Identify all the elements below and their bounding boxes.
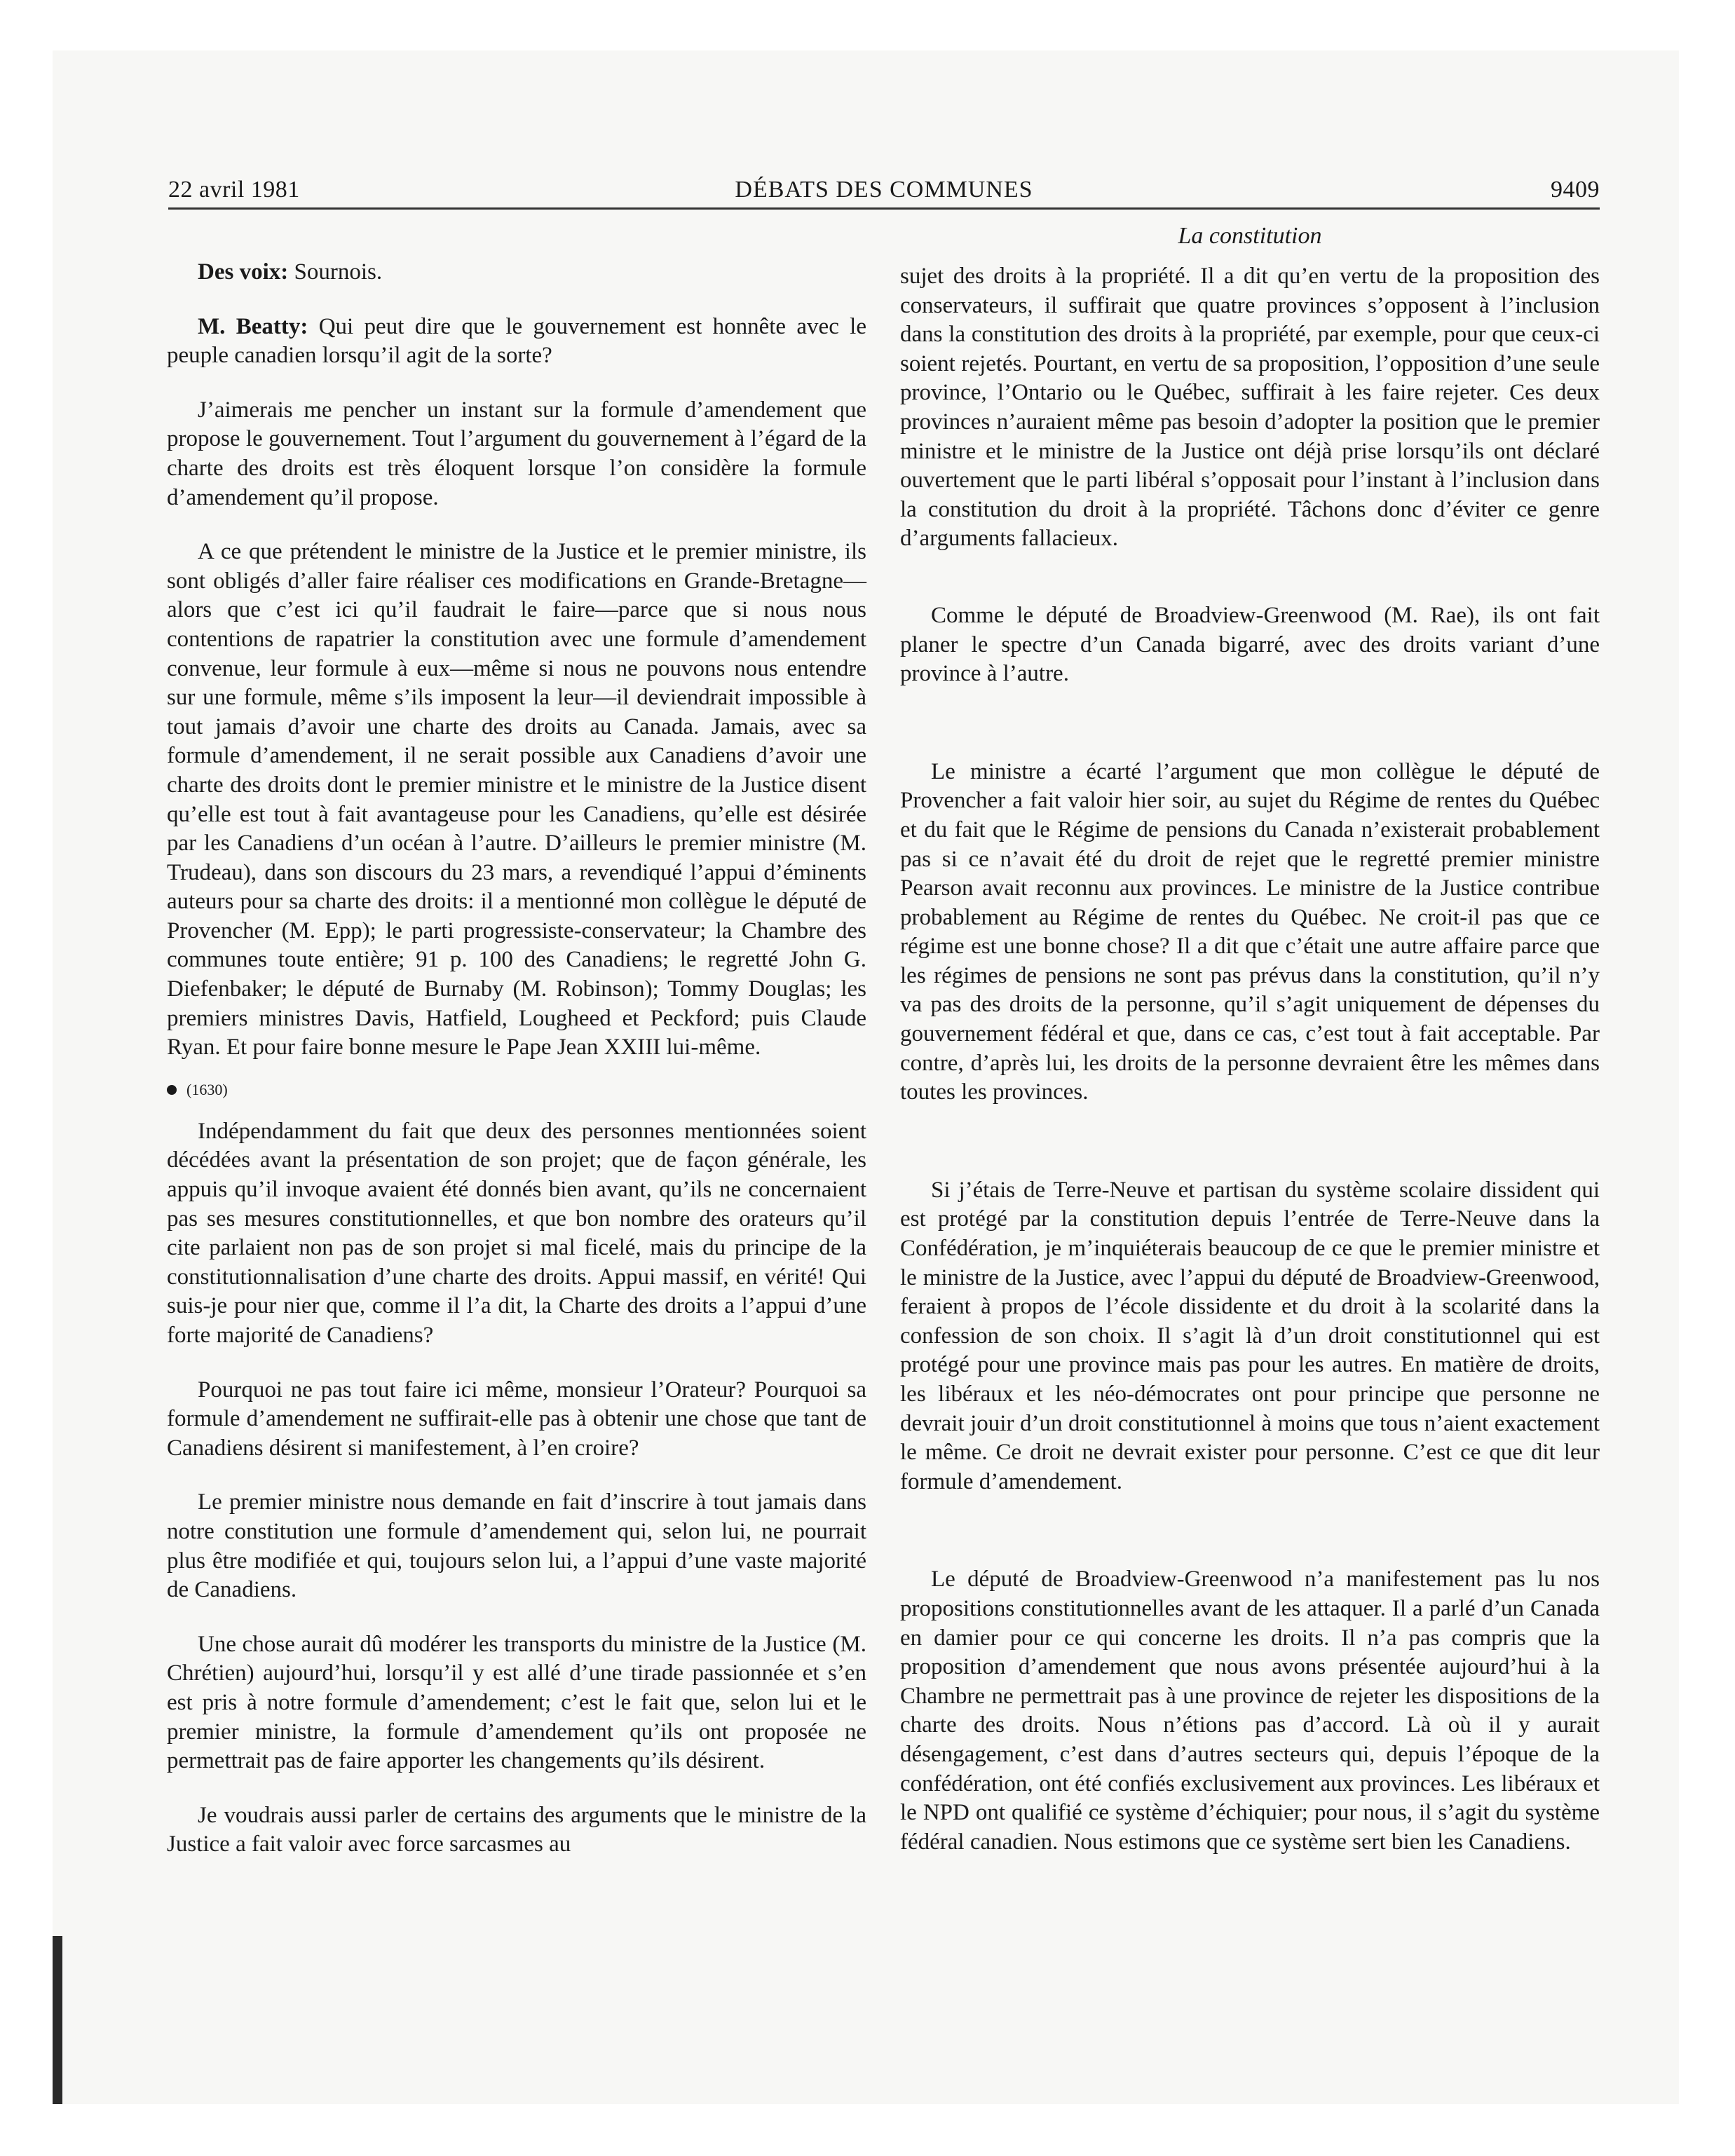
paragraph: sujet des droits à la propriété. Il a dit qu’en vertu de la proposition des conservateurs, il suffirait que quatre provinces s’opposent à l’inclusion dans la constitution des droits à la propriété, par exemple, pour que ceux-ci soient rejetés. Pourtant, en vertu de sa proposition, l’opposition d’une seule province, l’Ontario ou le Québec, suffirait à les faire rejeter. Ces deux provinces n’auraient même pas besoin d’adopter la position que le premier ministre et le ministre de la Justice ont déjà prise lorsqu’ils ont déclaré ouvertement que le parti libéral s’opposait pour l’instant à l’inclusion dans la constitution du droit à la propriété. Tâchons donc d’éviter ce genre d’arguments fallacieux. [900,264,1600,552]
paragraph: Comme le député de Broadview-Greenwood (M. Rae), ils ont fait planer le spectre d’un Canada bigarré, avec des droits variant d’une province à l’autre. [900,602,1600,687]
speech-text: Qui peut dire que le gouvernement est honnête avec le peuple canadien lorsqu’il agit de la sorte? [167,313,866,369]
paragraph: Le député de Broadview-Greenwood n’a manifestement pas lu nos propositions constitutionnelles avant de les attaquer. Il a parlé d’un Canada en damier pour ce qui concerne les droits. Il n’a pas compris que la proposition d’amendement que nous avons présentée aujourd’hui à la Chambre ne permettrait pas à une province de rejeter les dispositions de la charte des droits. Nous n’étions pas d’accord. Là où il y aurait désengagement, c’est dans d’autres secteurs qui, depuis l’époque de la confédération, ont été confiés exclusivement aux provinces. Les libéraux et le NPD ont qualifié ce système d’échiquier; pour nous, il s’agit du système fédéral canadien. Nous estimons que ce système sert bien les Canadiens. [900,1567,1600,1855]
speaker-name: M. Beatty: [198,313,308,339]
paragraph: A ce que prétendent le ministre de la Justice et le premier ministre, ils sont obligés d’aller faire réaliser ces modifications en Grande-Bretagne—alors que c’est ici qu’il faudrait le faire—parce que si nous nous contentions de rapatrier la constitution avec une formule d’amendement convenue, leur formule à eux—même si nous ne pouvons nous entendre sur une formule, même s’ils imposent la leur—il deviendrait impossible à tout jamais d’avoir une charte des droits au Canada. Jamais, avec sa formule d’amendement, il ne serait possible aux Canadiens d’avoir une charte des droits dont le premier ministre et le ministre de la Justice disent qu’elle est tout à fait avantageuse pour les Canadiens, qu’elle est désirée par les Canadiens d’un océan à l’autre. D’ailleurs le premier ministre (M. Trudeau), dans son discours du 23 mars, a revendiqué l’appui d’éminents auteurs pour sa charte des droits: il a mentionné mon collègue le député de Provencher (M. Epp); le parti progressiste-conservateur; la Chambre des communes toute entière; 91 p. 100 des Canadiens; le regretté John G. Diefenbaker; le député de Burnaby (M. Robinson); Tommy Douglas; les premiers ministres Davis, Hatfield, Lougheed et Peckford; puis Claude Ryan. Et pour faire bonne mesure le Pape Jean XXIII lui-même. [167,539,866,1060]
paragraph: Je voudrais aussi parler de certains des arguments que le ministre de la Justice a fait valoir avec force sarcasmes au [167,1802,866,1857]
paragraph: Pourquoi ne pas tout faire ici même, monsieur l’Orateur? Pourquoi sa formule d’amendement ne suffirait-elle pas à obtenir une chose que tant de Canadiens désirent si manifestement, à l’en croire? [167,1377,866,1461]
section-title: La constitution [1178,223,1322,249]
paragraph: Une chose aurait dû modérer les transports du ministre de la Justice (M. Chrétien) aujourd’hui, lorsqu’il y est allé d’une tirade passionnée et s’en est pris à notre formule d’amendement; c’est le fait que, selon lui et le premier ministre, la formule d’amendement qu’ils ont proposée ne permettrait pas de faire apporter les changements qu’ils désirent. [167,1631,866,1774]
paragraph [167,258,866,287]
header-date: 22 avril 1981 [168,177,300,203]
bullet-icon [167,1085,177,1095]
header-page-number: 9409 [1551,177,1600,203]
left-column [167,258,866,1860]
paragraph: Indépendamment du fait que deux des personnes mentionnées soient décédées avant la présentation de son projet; que de façon générale, les appuis qu’il invoque avaient été donnés bien avant, qu’ils ne concernaient pas ses mesures constitutionnelles, et que bon nombre des orateurs qu’il cite parlaient non pas de son projet si mal ficelé, mais du principe de la constitutionnalisation d’une charte des droits. Appui massif, en vérité! Qui suis-je pour nier que, comme il l’a dit, la Charte des droits a l’appui d’une forte majorité de Canadiens? [167,1118,866,1348]
paragraph: Le premier ministre nous demande en fait d’inscrire à tout jamais dans notre constitution une formule d’amendement qui, selon lui, ne pourrait plus être modifiée et qui, toujours selon lui, a l’appui d’une vaste majorité de Canadiens. [167,1489,866,1603]
header-publication: DÉBATS DES COMMUNES [735,177,1033,203]
paragraph: Si j’étais de Terre-Neuve et partisan du système scolaire dissident qui est protégé par la constitution depuis l’entrée de Terre-Neuve dans la Confédération, je m’inquiéterais beaucoup de ce que le premier ministre et le ministre de la Justice, avec l’appui du député de Broadview-Greenwood, feraient à propos de l’école dissidente et du droit à la scolarité dans la confession de son choix. Il s’agit là d’un droit constitutionnel qui est protégé pour une province mais pas pour les autres. En matière de droits, les libéraux et les néo-démocrates ont pour principe que personne ne devrait jouir d’un droit constitutionnel à moins que tous n’aient exactement le même. Ce droit ne devrait exister pour personne. C’est ce que dit leur formule d’amendement. [900,1177,1600,1494]
time-marker [167,1078,866,1102]
time-marker-text: (1630) [186,1080,228,1098]
page-header [168,172,1600,210]
speech-text: Sournois. [288,259,383,285]
speaker-name: Des voix: [198,259,289,285]
paragraph: Le ministre a écarté l’argument que mon collègue le député de Provencher a fait valoir hier soir, au sujet du Régime de rentes du Québec et du fait que le Régime de pensions du Canada n’existerait probablement pas si ce n’avait été du droit de rejet que le regretté premier ministre Pearson avait reconnu aux provinces. Le ministre de la Justice contribue probablement au Régime de rentes du Québec. Ne croit-il pas que ce régime est une bonne chose? Il a dit que c’était une autre affaire parce que les régimes de pensions ne sont pas prévus dans la constitution, qu’il n’y va pas des droits de la personne, qu’il s’agit uniquement de dépenses du gouvernement fédéral et que, dans ce cas, c’est tout à fait acceptable. Par contre, d’après lui, les droits de la personne devraient être les mêmes dans toutes les provinces. [900,758,1600,1105]
paragraph: J’aimerais me pencher un instant sur la formule d’amendement que propose le gouvernement. Tout l’argument du gouvernement à l’égard de la charte des droits est très éloquent lorsque l’on considère la formule d’amendement qu’il propose. [167,397,866,510]
paragraph [167,313,866,371]
right-column [900,262,1600,1857]
